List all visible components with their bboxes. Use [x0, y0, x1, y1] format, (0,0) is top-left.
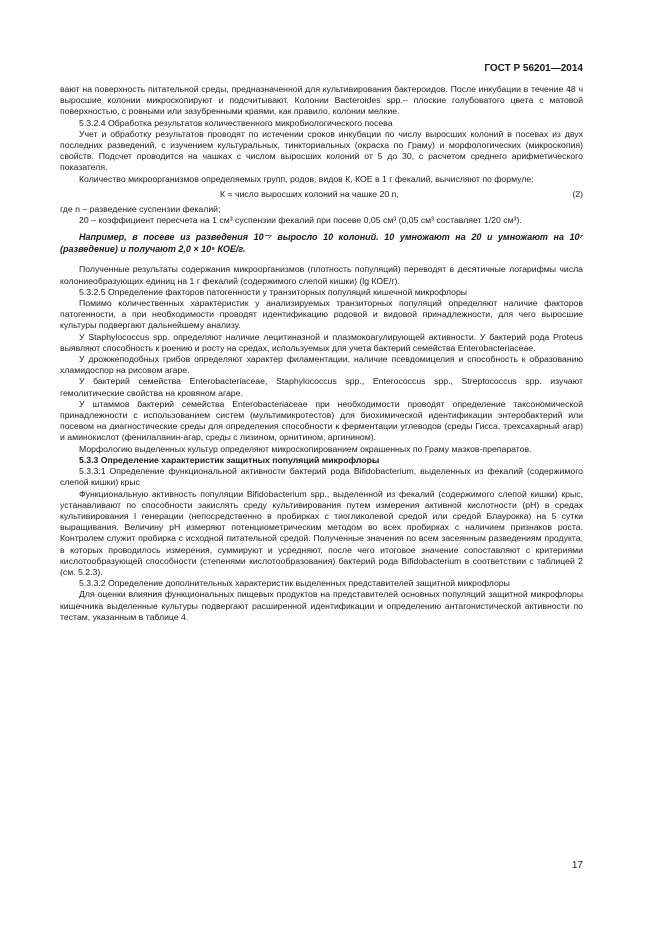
paragraph: У штаммов бактерий семейства Enterobacteriaceae при необходимости проводят определение таксономической принадлежности с использованием систем (мультимикротестов) для биохимической идентификации энтеробактерий или посевом на диагностические среды для определения способности к ферментации углеводов (среды Гисса, трехсахарный агар) и аминокислот (фенилаланин-агар, среды с лизином, орнитином, аргинином).: [60, 398, 583, 443]
formula: [60, 189, 583, 200]
section-heading: 5.3.3.2 Определение дополнительных характеристик выделенных представителей защитной микрофлоры: [79, 578, 510, 589]
paragraph: У дрожжеподобных грибов определяют характер филаментации, наличие псевдомицелия и способность к образованию хламидоспор на рисовом агаре.: [60, 354, 583, 376]
section-heading-bold: 5.3.3 Определение характеристик защитных популяций микрофлоры: [79, 454, 380, 465]
paragraph: Функциональную активность популяции Bifidobacterium spp., выделенной из фекалий (содержимого слепой кишки) крыс, устанавливают по способности закислять среду культивирования путем измерения активной кислотности (pH) в средах культивирования I генерации (непосредственно в пробирках с тиогликолевой средой или средой Блаурокка) на 5 сутки выращивания. Величину pH измеряют потенциометрическим методом во всех пробирках с наличием признаков роста. Контролем служит пробирка с исходной питательной средой. Полученные значения по всем засеянным разведениям продукта, в которых проводилось измерения, суммируют и усредняют, после чего итоговое значение сопоставляют с критериями кислотообразующей способности (степенями кислотообразования) бактерий рода Bifidobacterium в соответствии с таблицей 2 (см. 5.2.3).: [60, 488, 583, 577]
formula-number: (2): [572, 188, 583, 199]
paragraph: Для оценки влияния функциональных пищевых продуктов на представителей основных популяций защитной микрофлоры кишечника выделенные культуры подвергают расширенной идентификации и определению антагонистической активности по тестам, указанным в таблице 4.: [60, 589, 583, 622]
section-heading: 5.3.2.4 Обработка результатов количественного микробиологического посева: [79, 117, 393, 128]
paragraph: вают на поверхность питательной среды, предназначенной для культивирования бактероидов. После инкубации в течение 48 ч выросшие колонии микроскопируют и подсчитывают. Колонии Bacteroides spp.– плоские голубоватого цвета с матовой поверхностью, с ровными или зазубренными краями, как правило, колонии мелкие.: [60, 84, 583, 117]
paragraph: Полученные результаты содержания микроорганизмов (плотность популяций) переводят в десятичные логарифмы числа колониеобразующих единиц на 1 г фекалий (содержимого слепой кишки) (lg КОЕ/г).: [60, 264, 583, 286]
paragraph: Морфологию выделенных культур определяют микроскопированием окрашенных по Граму мазков-препаратов.: [79, 443, 532, 454]
section-heading: 5.3.3.1 Определение функциональной активности бактерий рода Bifidobacterium, выделенных из фекалий (содержимого слепой кишки) крыс: [60, 466, 583, 488]
formula-legend: где n – разведение суспензии фекалий;: [60, 204, 221, 215]
document-body: [60, 84, 583, 623]
page-number: 17: [571, 860, 583, 871]
paragraph: 20 – коэффициент пересчета на 1 см³ суспензии фекалий при посеве 0,05 см³ (0,05 см³ составляет 1/20 см³).: [79, 215, 522, 226]
document-id: ГОСТ Р 56201—2014: [484, 63, 583, 74]
formula-text: К = число выросших колоний на чашке 20 n,: [220, 188, 399, 199]
example-paragraph: Например, в посеве из разведения 10⁻⁷ выросло 10 колоний. 10 умножают на 20 и умножают на 10⁷ (разведение) и получают 2,0 × 10⁹ КОЕ/г.: [60, 232, 583, 254]
paragraph: Количество микроорганизмов определяемых групп, родов, видов К, КОЕ в 1 г фекалий, вычисляют по формуле:: [79, 173, 534, 184]
section-heading: 5.3.2.5 Определение факторов патогенности у транзиторных популяций кишечной микрофлоры: [79, 286, 468, 297]
paragraph: У бактерий семейства Enterobacteriaceae, Staphylococcus spp., Enterococcus spp., Streptococcus spp. изучают гемолитические свойства на кровяном агаре.: [60, 376, 583, 398]
paragraph: У Staphylococcus spp. определяют наличие лецитиназной и плазмокоагулирующей активности. У бактерий рода Proteus выявляют способность к роению и росту на средах, используемых для учета бактерий семейства Enterobacteriaceae.: [60, 331, 583, 353]
paragraph: Учет и обработку результатов проводят по истечении сроков инкубации по числу выросших колоний в посевах из двух последних разведений, с изучением культуральных, тинкториальных (окраска по Граму) и морфологических (микроскопия) свойств. Подсчет проводится на чашках с числом выросших колоний от 5 до 30, с расчетом среднего арифметического показателя.: [60, 128, 583, 173]
paragraph: Помимо количественных характеристик у анализируемых транзиторных популяций определяют наличие факторов патогенности, а при необходимости проводят идентификацию родовой и видовой принадлежности, для чего выросшие культуры подвергают дальнейшему анализу.: [60, 298, 583, 331]
